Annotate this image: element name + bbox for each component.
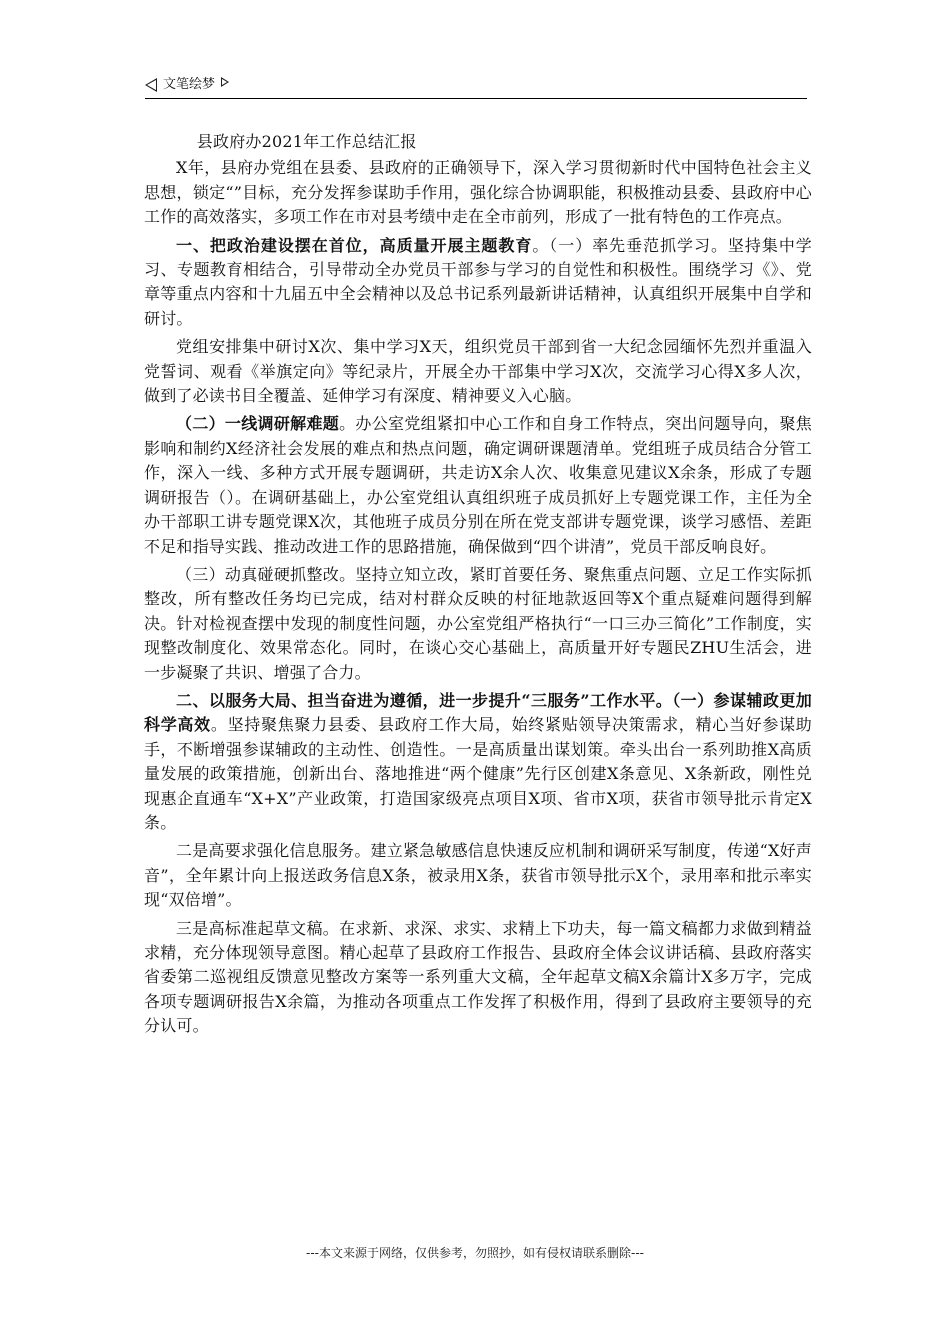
triangle-left-icon xyxy=(145,78,157,92)
section-1-paragraph-1 xyxy=(144,234,812,332)
brand-name: 文笔绘梦 xyxy=(163,77,216,92)
document-body xyxy=(144,130,812,1041)
document-title: 县政府办2021年工作总结汇报 xyxy=(196,132,417,151)
section-1-heading: 一、把政治建设摆在首位，高质量开展主题教育 xyxy=(176,235,533,255)
intro-paragraph: X年，县府办党组在县委、县政府的正确领导下，深入学习贯彻新时代中国特色社会主义思想，锁定“”目标，充分发挥参谋助手作用，强化综合协调职能，积极推动县委、县政府中心工作的高效落实，多项工作在市对县考绩中走在全市前列，形成了一批有特色的工作亮点。 xyxy=(144,158,812,227)
triangle-right-icon xyxy=(221,77,229,87)
page-header xyxy=(145,72,807,99)
section-1-paragraph-3 xyxy=(144,412,812,558)
section-2-paragraph-2: 二是高要求强化信息服务。建立紧急敏感信息快速反应机制和调研采写制度，传递“X好声音”，全年累计向上报送政务信息X条，被录用X条，获省市领导批示X个，录用率和批示率实现“双倍增”。 xyxy=(144,841,812,910)
section-2-paragraph-3: 三是高标准起草文稿。在求新、求深、求实、求精上下功夫，每一篇文稿都力求做到精益求精，充分体现领导意图。精心起草了县政府工作报告、县政府全体会议讲话稿、县政府落实省委第二巡视组反馈意见整改方案等一系列重大文稿，全年起草文稿X余篇计X多万字，完成各项专题调研报告X余篇，为推动各项重点工作发挥了积极作用，得到了县政府主要领导的充分认可。 xyxy=(144,918,812,1036)
section-1-subheading-2: （二）一线调研解难题 xyxy=(176,414,340,434)
section-2-paragraph-1 xyxy=(144,689,812,835)
section-2-heading: 二、以服务大局、担当奋进为遵循，进一步提升“三服务”工作水平。（一）参谋辅政更加科学高效 xyxy=(144,690,812,735)
footer-notice: ---本文来源于网络，仅供参考，勿照抄，如有侵权请联系删除--- xyxy=(306,1246,644,1260)
section-1-paragraph-2: 党组安排集中研讨X次、集中学习X天，组织党员干部到省一大纪念园缅怀先烈并重温入党誓词、观看《举旗定向》等纪录片，开展全办干部集中学习X次，交流学习心得X多人次，做到了必读书目全覆盖、延伸学习有深度、精神要义入心脑。 xyxy=(144,337,812,406)
section-2-text-1: 。坚持聚焦聚力县委、县政府工作大局，始终紧贴领导决策需求，精心当好参谋助手，不断增强参谋辅政的主动性、创造性。一是高质量出谋划策。牵头出台一系列助推X高质量发展的政策措施，创新出台、落地推进“两个健康”先行区创建X条意见、X条新政，刚性兑现惠企直通车“X+X”产业政策，打造国家级亮点项目X项、省市X项，获省市领导批示肯定X条。 xyxy=(144,715,812,832)
section-1-text-1: 。（一）率先垂范抓学习。坚持集中学习、专题教育相结合，引导带动全办党员干部参与学习的自觉性和积极性。围绕学习《》、党章等重点内容和十九届五中全会精神以及总书记系列最新讲话精神，认真组织开展集中自学和研讨。 xyxy=(144,235,813,328)
section-1-paragraph-4: （三）动真碰硬抓整改。坚持立知立改，紧盯首要任务、聚焦重点问题、立足工作实际抓整改，所有整改任务均已完成，结对村群众反映的村征地款返回等X个重点疑难问题得到解决。针对检视查摆中发现的制度性问题，办公室党组严格执行“一口三办三简化”工作制度，实现整改制度化、效果常态化。同时，在谈心交心基础上，高质量开好专题民ZHU生活会，进一步凝聚了共识、增强了合力。 xyxy=(144,564,812,682)
section-1-text-3: 。办公室党组紧扣中心工作和自身工作特点，突出问题导向，聚焦影响和制约X经济社会发展的难点和热点问题，确定调研课题清单。党组班子成员结合分管工作，深入一线、多种方式开展专题调研，共走访X余人次、收集意见建议X余条，形成了专题调研报告（）。在调研基础上，办公室党组认真组织班子成员抓好上专题党课工作，主任为全办干部职工讲专题党课X次，其他班子成员分别在所在党支部讲专题党课，谈学习感悟、差距不足和指导实践、推动改进工作的思路措施，确保做到“四个讲清”，党员干部反响良好。 xyxy=(144,414,812,556)
